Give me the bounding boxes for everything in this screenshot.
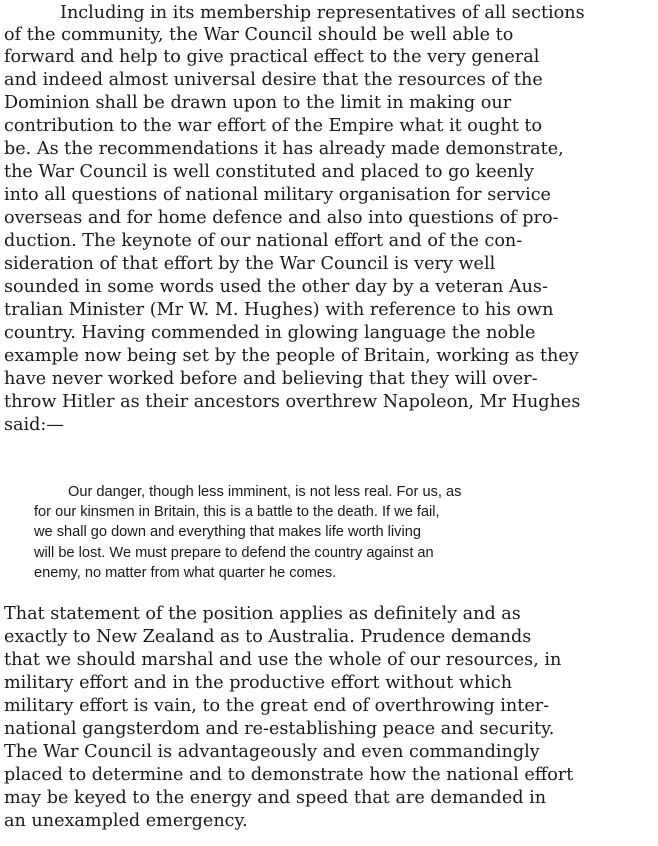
text-line: example now being set by the people of Britain, working as they bbox=[4, 346, 579, 366]
text-line: placed to determine and to demonstrate how the national effort bbox=[4, 765, 574, 785]
text-line: military effort and in the productive effort without which bbox=[4, 673, 513, 693]
text-line: military effort is vain, to the great end of overthrowing inter- bbox=[4, 696, 550, 716]
text-line: the War Council is well constituted and placed to go keenly bbox=[4, 162, 534, 182]
text-line: said:— bbox=[4, 415, 64, 435]
text-line: that we should marshal and use the whole of our resources, in bbox=[4, 650, 562, 670]
text-line: Including in its membership representatives of all sections bbox=[60, 3, 585, 23]
text-line: contribution to the war effort of the Empire what it ought to bbox=[4, 116, 543, 136]
text-line: tralian Minister (Mr W. M. Hughes) with reference to his own bbox=[4, 300, 554, 320]
text-line: The War Council is advantageously and even commandingly bbox=[4, 742, 540, 762]
text-line: forward and help to give practical effect to the very general bbox=[4, 47, 540, 67]
text-line: into all questions of national military organisation for service bbox=[4, 185, 551, 205]
text-line: be. As the recommendations it has already made demonstrate, bbox=[4, 139, 564, 159]
text-line: duction. The keynote of our national effort and of the con- bbox=[4, 231, 523, 251]
quote-line: we shall go down and everything that makes life worth living bbox=[34, 524, 421, 540]
quote-line: for our kinsmen in Britain, this is a battle to the death. If we fail, bbox=[34, 504, 440, 520]
text-line: may be keyed to the energy and speed that are demanded in bbox=[4, 788, 547, 808]
text-line: an unexampled emergency. bbox=[4, 811, 248, 831]
text-line: sideration of that effort by the War Council is very well bbox=[4, 254, 496, 274]
text-line: exactly to New Zealand as to Australia. Prudence demands bbox=[4, 627, 532, 647]
text-line: have never worked before and believing that they will over- bbox=[4, 369, 538, 389]
text-line: of the community, the War Council should be well able to bbox=[4, 25, 514, 45]
quote-line: will be lost. We must prepare to defend the country against an bbox=[34, 545, 434, 561]
text-line: overseas and for home defence and also into questions of pro- bbox=[4, 208, 559, 228]
text-line: country. Having commended in glowing language the noble bbox=[4, 323, 536, 343]
text-line: throw Hitler as their ancestors overthrew Napoleon, Mr Hughes bbox=[4, 392, 581, 412]
quote-line: Our danger, though less imminent, is not less real. For us, as bbox=[68, 484, 462, 500]
text-line: sounded in some words used the other day by a veteran Aus- bbox=[4, 277, 548, 297]
text-line: Dominion shall be drawn upon to the limit in making our bbox=[4, 93, 512, 113]
quote-line: enemy, no matter from what quarter he comes. bbox=[34, 565, 337, 581]
text-line: national gangsterdom and re-establishing peace and security. bbox=[4, 719, 555, 739]
text-line: That statement of the position applies as definitely and as bbox=[4, 604, 521, 624]
text-line: and indeed almost universal desire that the resources of the bbox=[4, 70, 543, 90]
